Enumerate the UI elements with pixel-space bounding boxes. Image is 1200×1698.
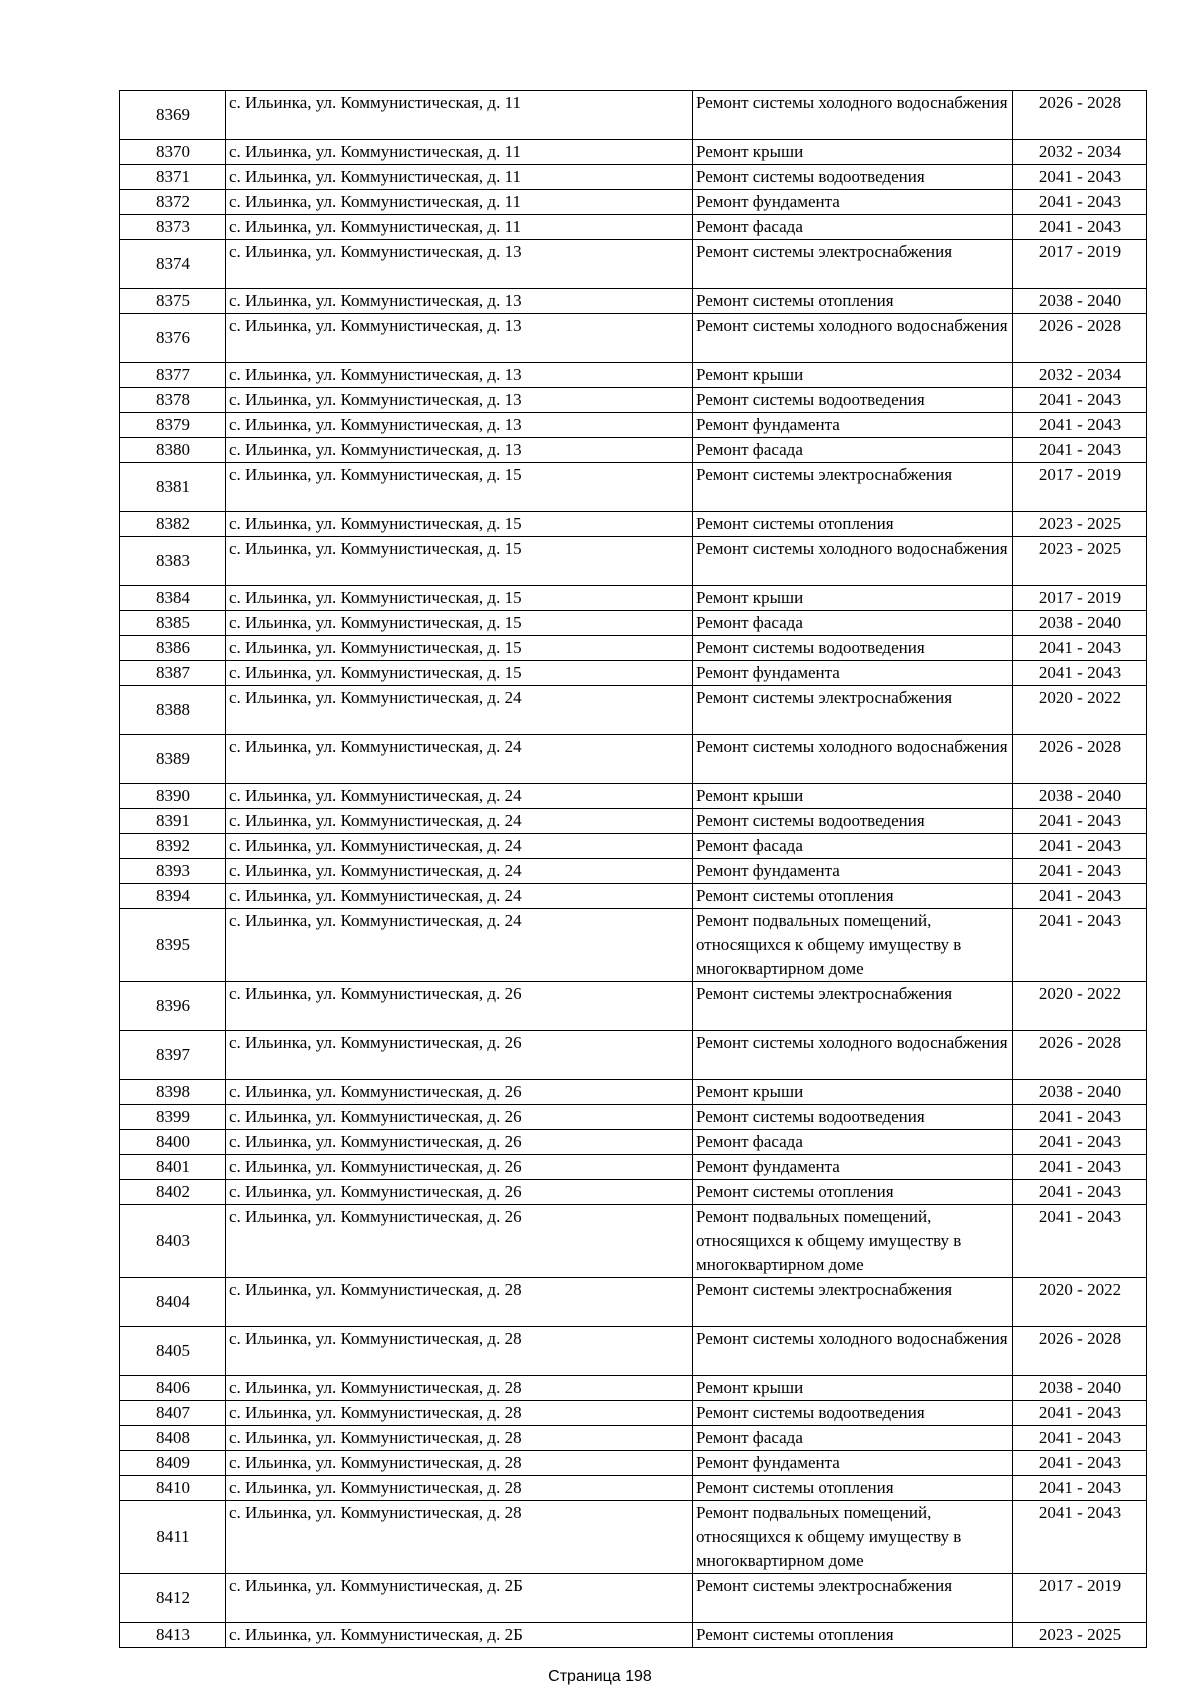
address-cell: с. Ильинка, ул. Коммунистическая, д. 26 [226, 982, 693, 1031]
table-row [120, 1376, 1147, 1401]
period-cell: 2026 - 2028 [1013, 1327, 1147, 1376]
period-cell: 2023 - 2025 [1013, 537, 1147, 586]
period-cell: 2023 - 2025 [1013, 512, 1147, 537]
table-row [120, 1623, 1147, 1648]
table-body [120, 91, 1147, 1648]
work-type-cell: Ремонт фасада [693, 1426, 1013, 1451]
row-number-cell: 8390 [120, 784, 226, 809]
work-type-cell: Ремонт крыши [693, 586, 1013, 611]
repair-schedule-table [119, 90, 1147, 1648]
table-row [120, 1574, 1147, 1623]
work-type-cell: Ремонт системы отопления [693, 1180, 1013, 1205]
work-type-cell: Ремонт крыши [693, 140, 1013, 165]
row-number-cell: 8385 [120, 611, 226, 636]
period-cell: 2041 - 2043 [1013, 413, 1147, 438]
table-row [120, 884, 1147, 909]
table-row [120, 140, 1147, 165]
row-number-cell: 8399 [120, 1105, 226, 1130]
period-cell: 2041 - 2043 [1013, 1105, 1147, 1130]
table-row [120, 91, 1147, 140]
period-cell: 2041 - 2043 [1013, 438, 1147, 463]
table-row [120, 388, 1147, 413]
work-type-cell: Ремонт крыши [693, 363, 1013, 388]
work-type-cell: Ремонт системы холодного водоснабжения [693, 735, 1013, 784]
period-cell: 2041 - 2043 [1013, 388, 1147, 413]
row-number-cell: 8370 [120, 140, 226, 165]
work-type-cell: Ремонт системы электроснабжения [693, 1574, 1013, 1623]
period-cell: 2041 - 2043 [1013, 1451, 1147, 1476]
row-number-cell: 8386 [120, 636, 226, 661]
work-type-cell: Ремонт системы холодного водоснабжения [693, 537, 1013, 586]
address-cell: с. Ильинка, ул. Коммунистическая, д. 24 [226, 909, 693, 982]
row-number-cell: 8391 [120, 809, 226, 834]
row-number-cell: 8378 [120, 388, 226, 413]
address-cell: с. Ильинка, ул. Коммунистическая, д. 28 [226, 1451, 693, 1476]
row-number-cell: 8406 [120, 1376, 226, 1401]
row-number-cell: 8394 [120, 884, 226, 909]
row-number-cell: 8371 [120, 165, 226, 190]
table-row [120, 1451, 1147, 1476]
period-cell: 2041 - 2043 [1013, 190, 1147, 215]
row-number-cell: 8379 [120, 413, 226, 438]
work-type-cell: Ремонт системы отопления [693, 512, 1013, 537]
period-cell: 2026 - 2028 [1013, 1031, 1147, 1080]
work-type-cell: Ремонт фундамента [693, 413, 1013, 438]
address-cell: с. Ильинка, ул. Коммунистическая, д. 26 [226, 1080, 693, 1105]
address-cell: с. Ильинка, ул. Коммунистическая, д. 24 [226, 809, 693, 834]
row-number-cell: 8383 [120, 537, 226, 586]
address-cell: с. Ильинка, ул. Коммунистическая, д. 11 [226, 215, 693, 240]
address-cell: с. Ильинка, ул. Коммунистическая, д. 26 [226, 1155, 693, 1180]
period-cell: 2041 - 2043 [1013, 1205, 1147, 1278]
table-row [120, 686, 1147, 735]
address-cell: с. Ильинка, ул. Коммунистическая, д. 15 [226, 586, 693, 611]
address-cell: с. Ильинка, ул. Коммунистическая, д. 13 [226, 413, 693, 438]
table-row [120, 1501, 1147, 1574]
table-row [120, 1327, 1147, 1376]
row-number-cell: 8395 [120, 909, 226, 982]
address-cell: с. Ильинка, ул. Коммунистическая, д. 2Б [226, 1623, 693, 1648]
work-type-cell: Ремонт системы отопления [693, 289, 1013, 314]
row-number-cell: 8382 [120, 512, 226, 537]
work-type-cell: Ремонт фасада [693, 1130, 1013, 1155]
period-cell: 2038 - 2040 [1013, 1080, 1147, 1105]
period-cell: 2038 - 2040 [1013, 1376, 1147, 1401]
table-row [120, 289, 1147, 314]
row-number-cell: 8410 [120, 1476, 226, 1501]
work-type-cell: Ремонт фасада [693, 438, 1013, 463]
address-cell: с. Ильинка, ул. Коммунистическая, д. 15 [226, 661, 693, 686]
table-row [120, 1031, 1147, 1080]
period-cell: 2041 - 2043 [1013, 859, 1147, 884]
work-type-cell: Ремонт фасада [693, 834, 1013, 859]
address-cell: с. Ильинка, ул. Коммунистическая, д. 13 [226, 388, 693, 413]
row-number-cell: 8402 [120, 1180, 226, 1205]
address-cell: с. Ильинка, ул. Коммунистическая, д. 15 [226, 636, 693, 661]
table-row [120, 1278, 1147, 1327]
work-type-cell: Ремонт системы водоотведения [693, 165, 1013, 190]
row-number-cell: 8373 [120, 215, 226, 240]
address-cell: с. Ильинка, ул. Коммунистическая, д. 15 [226, 537, 693, 586]
work-type-cell: Ремонт фундамента [693, 1451, 1013, 1476]
work-type-cell: Ремонт системы водоотведения [693, 809, 1013, 834]
address-cell: с. Ильинка, ул. Коммунистическая, д. 28 [226, 1426, 693, 1451]
table-row [120, 240, 1147, 289]
address-cell: с. Ильинка, ул. Коммунистическая, д. 15 [226, 463, 693, 512]
table-row [120, 165, 1147, 190]
period-cell: 2041 - 2043 [1013, 1426, 1147, 1451]
row-number-cell: 8369 [120, 91, 226, 140]
table-row [120, 1426, 1147, 1451]
row-number-cell: 8381 [120, 463, 226, 512]
table-row [120, 1155, 1147, 1180]
period-cell: 2023 - 2025 [1013, 1623, 1147, 1648]
period-cell: 2041 - 2043 [1013, 215, 1147, 240]
address-cell: с. Ильинка, ул. Коммунистическая, д. 15 [226, 512, 693, 537]
period-cell: 2026 - 2028 [1013, 735, 1147, 784]
row-number-cell: 8403 [120, 1205, 226, 1278]
table-row [120, 859, 1147, 884]
address-cell: с. Ильинка, ул. Коммунистическая, д. 26 [226, 1205, 693, 1278]
work-type-cell: Ремонт фундамента [693, 661, 1013, 686]
work-type-cell: Ремонт подвальных помещений, относящихся к общему имуществу в многоквартирном доме [693, 1205, 1013, 1278]
work-type-cell: Ремонт системы отопления [693, 1476, 1013, 1501]
work-type-cell: Ремонт системы холодного водоснабжения [693, 1031, 1013, 1080]
period-cell: 2041 - 2043 [1013, 1501, 1147, 1574]
work-type-cell: Ремонт системы электроснабжения [693, 463, 1013, 512]
period-cell: 2041 - 2043 [1013, 636, 1147, 661]
row-number-cell: 8384 [120, 586, 226, 611]
address-cell: с. Ильинка, ул. Коммунистическая, д. 26 [226, 1180, 693, 1205]
period-cell: 2020 - 2022 [1013, 1278, 1147, 1327]
table-row [120, 1205, 1147, 1278]
row-number-cell: 8377 [120, 363, 226, 388]
address-cell: с. Ильинка, ул. Коммунистическая, д. 13 [226, 438, 693, 463]
period-cell: 2041 - 2043 [1013, 884, 1147, 909]
work-type-cell: Ремонт фундамента [693, 190, 1013, 215]
table-row [120, 982, 1147, 1031]
address-cell: с. Ильинка, ул. Коммунистическая, д. 28 [226, 1476, 693, 1501]
period-cell: 2020 - 2022 [1013, 686, 1147, 735]
period-cell: 2032 - 2034 [1013, 363, 1147, 388]
work-type-cell: Ремонт системы электроснабжения [693, 982, 1013, 1031]
period-cell: 2032 - 2034 [1013, 140, 1147, 165]
table-row [120, 1105, 1147, 1130]
work-type-cell: Ремонт системы холодного водоснабжения [693, 314, 1013, 363]
table-row [120, 215, 1147, 240]
row-number-cell: 8389 [120, 735, 226, 784]
work-type-cell: Ремонт крыши [693, 1376, 1013, 1401]
period-cell: 2017 - 2019 [1013, 586, 1147, 611]
period-cell: 2017 - 2019 [1013, 463, 1147, 512]
address-cell: с. Ильинка, ул. Коммунистическая, д. 24 [226, 735, 693, 784]
row-number-cell: 8396 [120, 982, 226, 1031]
row-number-cell: 8376 [120, 314, 226, 363]
period-cell: 2041 - 2043 [1013, 165, 1147, 190]
table-row [120, 1401, 1147, 1426]
row-number-cell: 8393 [120, 859, 226, 884]
table-row [120, 314, 1147, 363]
table-row [120, 784, 1147, 809]
row-number-cell: 8398 [120, 1080, 226, 1105]
page-number: Страница 198 [548, 1668, 652, 1685]
row-number-cell: 8397 [120, 1031, 226, 1080]
period-cell: 2041 - 2043 [1013, 1155, 1147, 1180]
row-number-cell: 8404 [120, 1278, 226, 1327]
address-cell: с. Ильинка, ул. Коммунистическая, д. 28 [226, 1401, 693, 1426]
address-cell: с. Ильинка, ул. Коммунистическая, д. 13 [226, 240, 693, 289]
table-row [120, 735, 1147, 784]
work-type-cell: Ремонт системы отопления [693, 884, 1013, 909]
work-type-cell: Ремонт крыши [693, 1080, 1013, 1105]
work-type-cell: Ремонт системы электроснабжения [693, 686, 1013, 735]
address-cell: с. Ильинка, ул. Коммунистическая, д. 28 [226, 1376, 693, 1401]
period-cell: 2026 - 2028 [1013, 314, 1147, 363]
period-cell: 2017 - 2019 [1013, 1574, 1147, 1623]
period-cell: 2041 - 2043 [1013, 809, 1147, 834]
table-row [120, 611, 1147, 636]
row-number-cell: 8412 [120, 1574, 226, 1623]
work-type-cell: Ремонт фундамента [693, 1155, 1013, 1180]
period-cell: 2041 - 2043 [1013, 661, 1147, 686]
row-number-cell: 8409 [120, 1451, 226, 1476]
row-number-cell: 8411 [120, 1501, 226, 1574]
address-cell: с. Ильинка, ул. Коммунистическая, д. 28 [226, 1278, 693, 1327]
row-number-cell: 8408 [120, 1426, 226, 1451]
table-row [120, 909, 1147, 982]
table-row [120, 809, 1147, 834]
address-cell: с. Ильинка, ул. Коммунистическая, д. 26 [226, 1105, 693, 1130]
address-cell: с. Ильинка, ул. Коммунистическая, д. 24 [226, 686, 693, 735]
address-cell: с. Ильинка, ул. Коммунистическая, д. 11 [226, 165, 693, 190]
table-row [120, 1476, 1147, 1501]
work-type-cell: Ремонт системы водоотведения [693, 1105, 1013, 1130]
table-row [120, 413, 1147, 438]
table-row [120, 834, 1147, 859]
table-row [120, 190, 1147, 215]
period-cell: 2041 - 2043 [1013, 909, 1147, 982]
work-type-cell: Ремонт системы водоотведения [693, 636, 1013, 661]
table-row [120, 1180, 1147, 1205]
address-cell: с. Ильинка, ул. Коммунистическая, д. 24 [226, 834, 693, 859]
address-cell: с. Ильинка, ул. Коммунистическая, д. 28 [226, 1327, 693, 1376]
work-type-cell: Ремонт системы холодного водоснабжения [693, 91, 1013, 140]
row-number-cell: 8401 [120, 1155, 226, 1180]
address-cell: с. Ильинка, ул. Коммунистическая, д. 13 [226, 314, 693, 363]
work-type-cell: Ремонт крыши [693, 784, 1013, 809]
address-cell: с. Ильинка, ул. Коммунистическая, д. 13 [226, 363, 693, 388]
row-number-cell: 8374 [120, 240, 226, 289]
table-row [120, 363, 1147, 388]
row-number-cell: 8388 [120, 686, 226, 735]
work-type-cell: Ремонт системы холодного водоснабжения [693, 1327, 1013, 1376]
period-cell: 2041 - 2043 [1013, 834, 1147, 859]
row-number-cell: 8380 [120, 438, 226, 463]
table-row [120, 537, 1147, 586]
address-cell: с. Ильинка, ул. Коммунистическая, д. 11 [226, 91, 693, 140]
work-type-cell: Ремонт подвальных помещений, относящихся к общему имуществу в многоквартирном доме [693, 1501, 1013, 1574]
table-row [120, 661, 1147, 686]
work-type-cell: Ремонт фасада [693, 611, 1013, 636]
work-type-cell: Ремонт фасада [693, 215, 1013, 240]
row-number-cell: 8407 [120, 1401, 226, 1426]
table-row [120, 1130, 1147, 1155]
address-cell: с. Ильинка, ул. Коммунистическая, д. 13 [226, 289, 693, 314]
row-number-cell: 8392 [120, 834, 226, 859]
period-cell: 2020 - 2022 [1013, 982, 1147, 1031]
address-cell: с. Ильинка, ул. Коммунистическая, д. 11 [226, 140, 693, 165]
row-number-cell: 8372 [120, 190, 226, 215]
address-cell: с. Ильинка, ул. Коммунистическая, д. 24 [226, 859, 693, 884]
address-cell: с. Ильинка, ул. Коммунистическая, д. 26 [226, 1130, 693, 1155]
period-cell: 2026 - 2028 [1013, 91, 1147, 140]
address-cell: с. Ильинка, ул. Коммунистическая, д. 26 [226, 1031, 693, 1080]
work-type-cell: Ремонт фундамента [693, 859, 1013, 884]
table-row [120, 463, 1147, 512]
work-type-cell: Ремонт подвальных помещений, относящихся к общему имуществу в многоквартирном доме [693, 909, 1013, 982]
table-row [120, 636, 1147, 661]
period-cell: 2038 - 2040 [1013, 289, 1147, 314]
address-cell: с. Ильинка, ул. Коммунистическая, д. 24 [226, 884, 693, 909]
work-type-cell: Ремонт системы электроснабжения [693, 1278, 1013, 1327]
address-cell: с. Ильинка, ул. Коммунистическая, д. 2Б [226, 1574, 693, 1623]
address-cell: с. Ильинка, ул. Коммунистическая, д. 11 [226, 190, 693, 215]
period-cell: 2041 - 2043 [1013, 1180, 1147, 1205]
row-number-cell: 8413 [120, 1623, 226, 1648]
period-cell: 2041 - 2043 [1013, 1130, 1147, 1155]
work-type-cell: Ремонт системы водоотведения [693, 1401, 1013, 1426]
row-number-cell: 8405 [120, 1327, 226, 1376]
address-cell: с. Ильинка, ул. Коммунистическая, д. 24 [226, 784, 693, 809]
period-cell: 2038 - 2040 [1013, 611, 1147, 636]
work-type-cell: Ремонт системы электроснабжения [693, 240, 1013, 289]
table-row [120, 512, 1147, 537]
period-cell: 2041 - 2043 [1013, 1401, 1147, 1426]
period-cell: 2017 - 2019 [1013, 240, 1147, 289]
period-cell: 2041 - 2043 [1013, 1476, 1147, 1501]
row-number-cell: 8387 [120, 661, 226, 686]
address-cell: с. Ильинка, ул. Коммунистическая, д. 15 [226, 611, 693, 636]
row-number-cell: 8400 [120, 1130, 226, 1155]
period-cell: 2038 - 2040 [1013, 784, 1147, 809]
table-row [120, 586, 1147, 611]
table-row [120, 438, 1147, 463]
address-cell: с. Ильинка, ул. Коммунистическая, д. 28 [226, 1501, 693, 1574]
work-type-cell: Ремонт системы отопления [693, 1623, 1013, 1648]
table-row [120, 1080, 1147, 1105]
row-number-cell: 8375 [120, 289, 226, 314]
work-type-cell: Ремонт системы водоотведения [693, 388, 1013, 413]
